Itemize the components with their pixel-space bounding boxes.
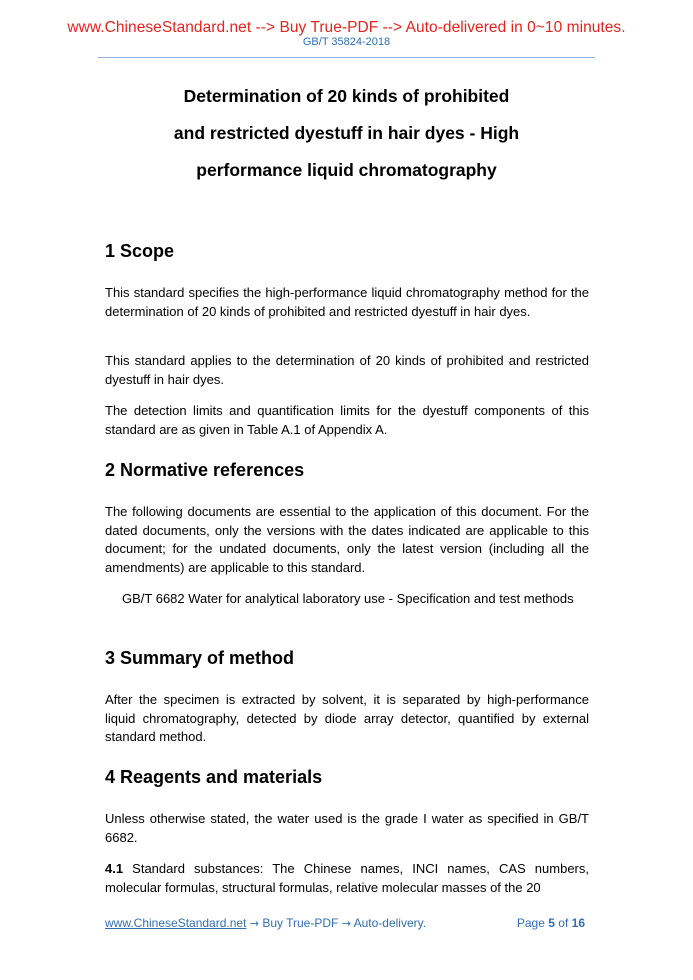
scope-paragraph-2: This standard applies to the determination of 20 kinds of prohibited and restricted dyestuff in hair dyes.: [105, 353, 589, 387]
reagents-clause-4-1: [105, 860, 589, 897]
footer-site-link[interactable]: www.ChineseStandard.net: [105, 916, 247, 930]
promo-banner[interactable]: www.ChineseStandard.net --> Buy True-PDF --> Auto-delivered in 0~10 minutes.: [67, 19, 626, 36]
scope-paragraph-3: The detection limits and quantification limits for the dyestuff components of this standard are as given in Table A.1 of Appendix A.: [105, 403, 589, 437]
header-divider: [98, 57, 595, 58]
section-heading-normative: 2 Normative references: [105, 460, 305, 480]
title-line-2: and restricted dyestuff in hair dyes - High: [173, 123, 520, 143]
of-label: of: [558, 916, 569, 930]
total-pages: 16: [571, 916, 585, 930]
normative-reference-gbt6682: GB/T 6682 Water for analytical laboratory use - Specification and test methods: [122, 591, 574, 606]
arrow-right-icon: →: [341, 917, 351, 930]
title-line-1: Determination of 20 kinds of prohibited: [183, 86, 510, 106]
section-heading-summary: 3 Summary of method: [105, 648, 295, 668]
normative-paragraph-1: The following documents are essential to the application of this document. For the dated documents, only the versions with the dates indicated are applicable to this document; for the undated documents, only the latest version (including all the amendments) are applicable to this standard.: [105, 504, 589, 575]
page-label: Page: [516, 916, 545, 930]
section-heading-scope: 1 Scope: [105, 241, 175, 261]
title-line-3: performance liquid chromatography: [196, 160, 497, 180]
footer-buy-text: Buy True-PDF: [262, 916, 339, 930]
current-page: 5: [548, 916, 555, 930]
section-heading-reagents: 4 Reagents and materials: [105, 767, 323, 787]
clause-text: Standard substances: The Chinese names, INCI names, CAS numbers, molecular formulas, structural formulas, relative molecular masses of the 20: [105, 861, 589, 895]
document-title: [120, 78, 573, 189]
arrow-right-icon: →: [249, 917, 259, 930]
reagents-paragraph-1: Unless otherwise stated, the water used is the grade I water as specified in GB/T 6682.: [105, 811, 589, 845]
document-number: GB/T 35824-2018: [302, 36, 391, 48]
scope-paragraph-1: This standard specifies the high-performance liquid chromatography method for the determination of 20 kinds of prohibited and restricted dyestuff in hair dyes.: [105, 285, 589, 319]
page-indicator: [517, 916, 585, 930]
clause-number: 4.1: [105, 861, 124, 876]
footer-delivery-text: Auto-delivery.: [353, 916, 427, 930]
page-footer: [105, 916, 585, 930]
summary-paragraph-1: After the specimen is extracted by solvent, it is separated by high-performance liquid chromatography, detected by diode array detector, quantified by external standard method.: [105, 692, 589, 745]
